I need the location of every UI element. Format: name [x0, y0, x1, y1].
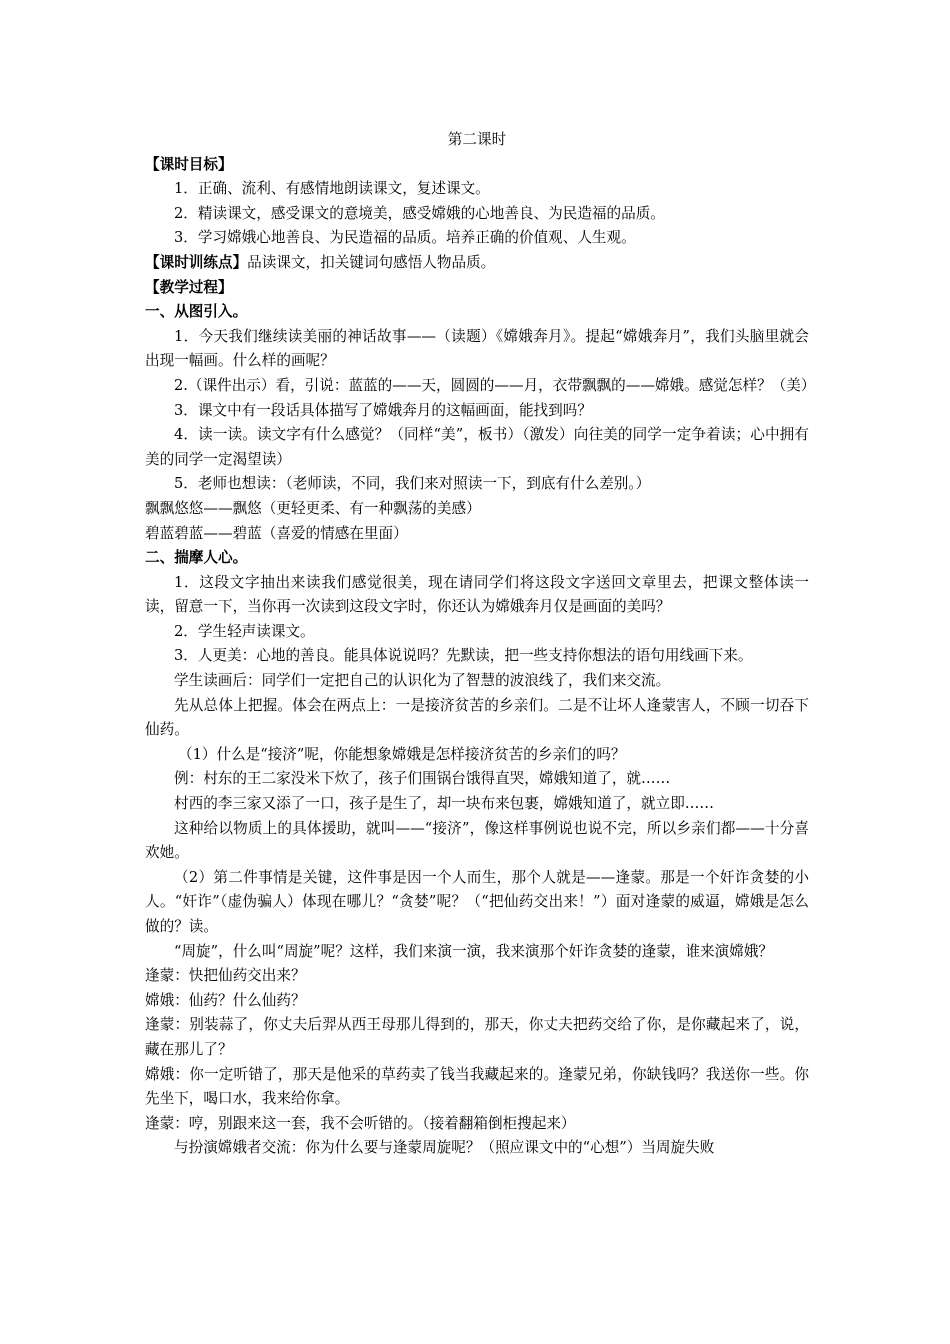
- process-heading: 【教学过程】: [145, 278, 233, 296]
- section-2-paragraph: 1．这段文字抽出来读我们感觉很美，现在请同学们将这段文字送回文章里去，把课文整体读一读，留意一下，当你再一次读到这段文字时，你还认为嫦娥奔月仅是画面的美吗？: [145, 573, 809, 616]
- document-page: [145, 128, 816, 1161]
- goal-item-3: 3．学习嫦娥心地善良、为民造福的品质。培养正确的价值观、人生观。: [174, 229, 636, 247]
- dialogue-line: 逢蒙：快把仙药交出来？: [145, 967, 306, 985]
- section-1-paragraph: 3．课文中有一段话具体描写了嫦娥奔月的这幅画面，能找到吗？: [174, 401, 592, 419]
- example-line: 村西的李三家又添了一口，孩子是生了，却一块布来包裹，嫦娥知道了，就立即……: [174, 795, 714, 813]
- dialogue-line: 逢蒙：别装蒜了，你丈夫后羿从西王母那儿得到的，那天，你丈夫把药交给了你，是你藏起来了，说，藏在那儿了？: [145, 1016, 809, 1058]
- section-1-heading: 一、从图引入。: [145, 303, 248, 321]
- section-2-paragraph: 2．学生轻声读课文。: [174, 622, 315, 640]
- goal-item-2: 2．精读课文，感受课文的意境美，感受嫦娥的心地善良、为民造福的品质。: [174, 204, 665, 222]
- question-2: （2）第二件事情是关键，这件事是因一个人而生，那个人就是——逢蒙。那是一个奸诈贪婪的小人。“奸诈”（虚伪骗人）体现在哪儿？“贪婪”呢？（“把仙药交出来！”）面对逢蒙的威逼，嫦娥是怎么做的？读。: [145, 868, 809, 935]
- page-title: 第二课时: [447, 131, 507, 148]
- dialogue-line: 嫦娥：仙药？什么仙药？: [145, 991, 306, 1009]
- section-2-paragraph: 这种给以物质上的具体援助，就叫——“接济”，像这样事例说也说不完，所以乡亲们都——十分喜欢她。: [145, 819, 809, 862]
- question-1: （1）什么是“接济”呢，你能想象嫦娥是怎样接济贫苦的乡亲们的吗？: [178, 745, 626, 763]
- example-line: 例：村东的王二家没米下炊了，孩子们围锅台饿得直哭，嫦娥知道了，就……: [174, 770, 671, 788]
- section-1-paragraph: 5．老师也想读：（老师读，不同，我们来对照读一下，到底有什么差别。）: [174, 475, 651, 493]
- training-text: 品读课文，扣关键词句感悟人物品质。: [247, 253, 496, 271]
- section-1-paragraph: 2.（课件出示）看，引说：蓝蓝的——天，圆圆的——月，衣带飘飘的——嫦娥。感觉怎样？（美）: [174, 376, 816, 394]
- section-2-paragraph: 3．人更美：心地的善良。能具体说说吗？先默读，把一些支持你想法的语句用线画下来。: [174, 647, 753, 665]
- dialogue-line: 嫦娥：你一定听错了，那天是他采的草药卖了钱当我藏起来的。逢蒙兄弟，你缺钱吗？我送你一些。你先坐下，喝口水，我来给你拿。: [145, 1065, 809, 1108]
- comparison-line: 碧蓝碧蓝——碧蓝（喜爱的情感在里面）: [145, 524, 408, 542]
- section-1-paragraph: 4．读一读。读文字有什么感觉？（同样“美”，板书）（激发）向往美的同学一定争着读；心中拥有美的同学一定渴望读）: [145, 426, 809, 468]
- section-2-paragraph: 与扮演嫦娥者交流：你为什么要与逢蒙周旋呢？（照应课文中的“心想”）当周旋失败: [174, 1139, 715, 1157]
- section-2-paragraph: 先从总体上把握。体会在两点上：一是接济贫苦的乡亲们。二是不让坏人逢蒙害人，不顾一切吞下仙药。: [145, 696, 809, 739]
- section-1-paragraph: 1．今天我们继续读美丽的神话故事——（读题）《嫦娥奔月》。提起“嫦娥奔月”，我们头脑里就会出现一幅画。什么样的画呢？: [145, 327, 809, 370]
- section-2-paragraph: 学生读画后：同学们一定把自己的认识化为了智慧的波浪线了，我们来交流。: [174, 672, 671, 690]
- goal-item-1: 1．正确、流利、有感情地朗读课文，复述课文。: [174, 180, 490, 198]
- dialogue-line: 逢蒙：哼，别跟来这一套，我不会听错的。（接着翻箱倒柜搜起来）: [145, 1114, 576, 1132]
- comparison-line: 飘飘悠悠——飘悠（更轻更柔、有一种飘荡的美感）: [145, 499, 481, 517]
- section-2-heading: 二、揣摩人心。: [145, 549, 248, 567]
- goals-heading: 【课时目标】: [145, 155, 233, 173]
- training-heading: 【课时训练点】: [145, 253, 248, 271]
- section-2-paragraph: “周旋”，什么叫“周旋”呢？这样，我们来演一演，我来演那个奸诈贪婪的逢蒙，谁来演嫦娥？: [174, 942, 774, 960]
- training-point: [145, 251, 809, 276]
